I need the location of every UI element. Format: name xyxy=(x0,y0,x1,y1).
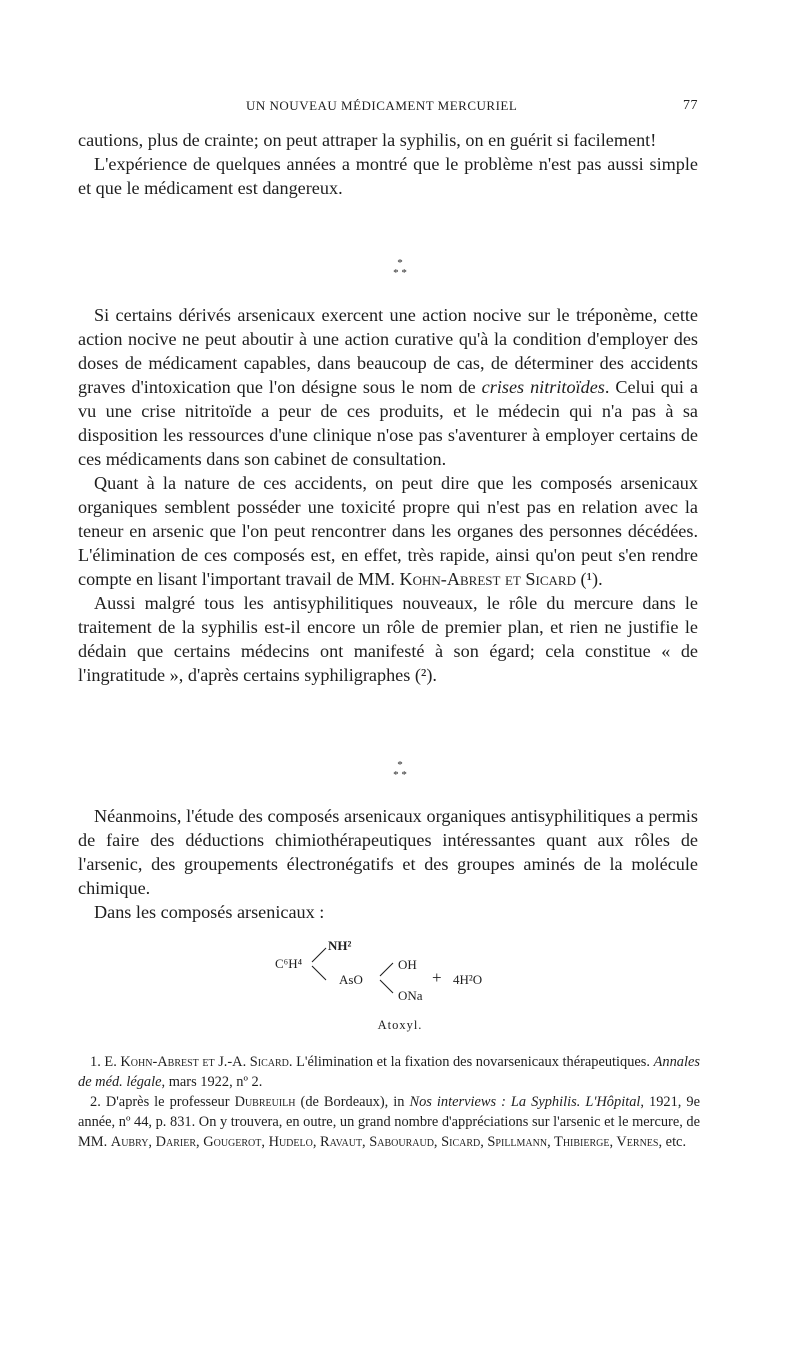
paragraph-4-authors: Kohn-Abrest et Sicard xyxy=(399,569,576,589)
running-title: UN NOUVEAU MÉDICAMENT MERCURIEL xyxy=(246,98,518,113)
paragraph-2: L'expérience de quelques années a montré que le problème n'est pas aussi simple et que le médicament est dangereux. xyxy=(78,154,698,198)
footnote-2-part-d: etc. xyxy=(662,1134,687,1150)
footnote-1-authors: Kohn-Abrest et J.-A. Sicard. xyxy=(120,1054,293,1070)
paragraph-1: cautions, plus de crainte; on peut attraper la syphilis, on en guérit si facilement! xyxy=(78,130,657,150)
formula-oh: OH xyxy=(398,957,417,972)
footnote-1-journal: Annales de méd. légale xyxy=(78,1054,700,1090)
asterism-bottom: * * xyxy=(393,769,407,781)
footnote-2-part-b: (de Bordeaux), in xyxy=(295,1094,410,1110)
running-header xyxy=(78,98,698,120)
footnote-1 xyxy=(78,1052,700,1092)
paragraph-3-part-b: . Celui qui a vu une crise nitritoïde a peur de ces produits, et le médecin qui n'a pas à sa disposition les ressources d'une clinique n'ose pas s'aventurer à employer certains de ces médicaments dans son cabinet de consultation. xyxy=(78,377,698,469)
asterism-2 xyxy=(0,760,800,780)
paragraph-7: Dans les composés arsenicaux : xyxy=(94,902,325,922)
formula-ona: ONa xyxy=(398,988,423,1003)
asterism-top: * xyxy=(397,257,403,269)
formula-plus: + xyxy=(432,968,442,987)
footnote-2-author: Dubreuilh xyxy=(234,1094,296,1110)
footnotes xyxy=(78,1052,700,1152)
formula-water: 4H²O xyxy=(453,972,483,987)
paragraph-3 xyxy=(78,303,698,471)
footnote-2-names: Aubry, Darier, Gougerot, Hudelo, Ravaut, Sabouraud, Sicard, Spillmann, Thibierge, Vernes, xyxy=(110,1134,663,1150)
paragraph-5: Aussi malgré tous les antisyphilitiques nouveaux, le rôle du mercure dans le traitement de la syphilis est-il encore un rôle de premier plan, et rien ne justifie le dédain que certains médecins ont manifesté à son égard; cela constitue « de l'ingratitude », d'après certains syphiligraphes (²). xyxy=(78,593,698,685)
paragraph-4 xyxy=(78,471,698,591)
text-block-1 xyxy=(78,128,698,200)
text-block-2 xyxy=(78,303,698,687)
paragraph-6: Néanmoins, l'étude des composés arsenicaux organiques antisyphilitiques a permis de faire des déductions chimiothérapeutiques intéressantes quant aux rôles de l'arsenic, des groupements électronégatifs et des groupes aminés de la molécule chimique. xyxy=(78,806,698,898)
paragraph-4-part-b: (¹). xyxy=(575,569,603,589)
formula-base: C⁶H⁴ xyxy=(275,956,303,971)
page-number: 77 xyxy=(683,98,698,113)
paragraph-3-emphasis: crises nitritoïdes xyxy=(481,377,605,397)
text-block-3 xyxy=(78,804,698,924)
footnote-1-part-a: 1. E. xyxy=(90,1054,121,1070)
formula-aso: AsO xyxy=(339,972,363,987)
asterism-top: * xyxy=(397,759,403,771)
paragraph-3-part-a: Si certains dérivés arsenicaux exercent une action nocive sur le tréponème, cette action nocive ne peut aboutir à une action curative qu'à la condition d'employer des doses de médicament capables, dans beaucoup de cas, de déterminer des accidents graves d'intoxication que l'on désigne sous le nom de xyxy=(78,305,698,397)
footnote-2 xyxy=(78,1092,700,1152)
formula-amine: NH² xyxy=(328,938,352,953)
formula-caption: Atoxyl. xyxy=(377,1018,423,1032)
asterism-bottom: * * xyxy=(393,267,407,279)
footnote-1-part-c: , mars 1922, nº 2. xyxy=(161,1074,263,1090)
footnote-2-source: Nos interviews : La Syphilis. L'Hôpital xyxy=(409,1094,641,1110)
asterism-1 xyxy=(0,258,800,278)
footnote-2-part-a: 2. D'après le professeur xyxy=(90,1094,235,1110)
paragraph-4-part-a: Quant à la nature de ces accidents, on peut dire que les composés arsenicaux organiques semblent posséder une toxicité propre qui n'est pas en relation avec la teneur en arsenic que l'on peut rencontrer dans les organes des personnes décédées. L'élimination de ces composés est, en effet, très rapide, ainsi qu'on peut s'en rendre compte en lisant l'important travail de MM. xyxy=(78,473,698,589)
footnote-2-part-c: , 1921, 9e année, nº 44, p. 831. On y trouvera, en outre, un grand nombre d'appréciations sur l'arsenic et le mercure, de MM. xyxy=(78,1094,700,1150)
footnote-1-part-b: L'élimination et la fixation des novarsenicaux thérapeutiques. xyxy=(292,1054,654,1070)
